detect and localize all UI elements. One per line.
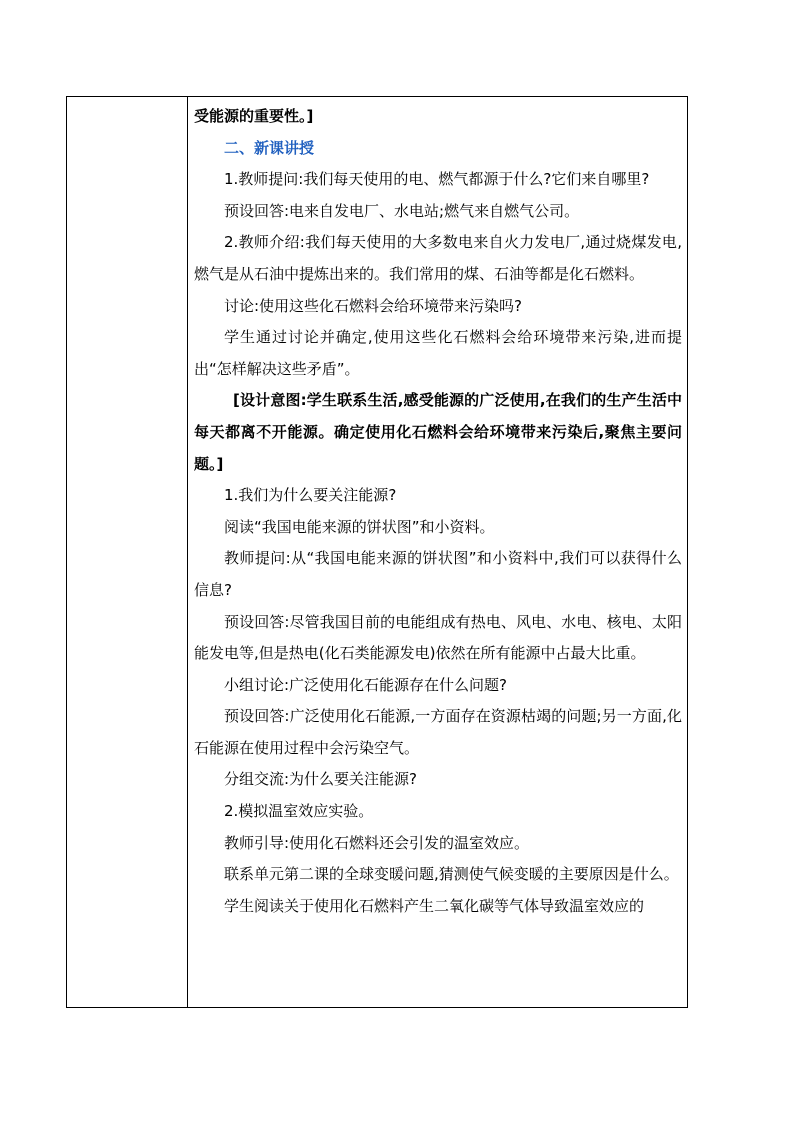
section-heading-new-lesson: 二、新课讲授 xyxy=(224,138,315,157)
paragraph-global-warming: 联系单元第二课的全球变暖问题,猜测使气候变暖的主要原因是什么。 xyxy=(224,865,679,884)
paragraph-greenhouse-experiment: 2.模拟温室效应实验。 xyxy=(224,802,374,821)
paragraph-preset-answer: 预设回答:电来自发电厂、水电站;燃气来自燃气公司。 xyxy=(224,201,580,220)
paragraph-teacher-guide: 教师引导:使用化石燃料还会引发的温室效应。 xyxy=(224,833,530,852)
paragraph-preset-answer-3: 预设回答:广泛使用化石能源,一方面存在资源枯竭的问题;另一方面,化石能源在使用过程中会污染空气。 xyxy=(194,707,682,757)
paragraph-why-energy: 1.我们为什么要关注能源? xyxy=(224,486,397,505)
paragraph-preset-answer-2: 预设回答:尽管我国目前的电能组成有热电、风电、水电、核电、太阳能发电等,但是热电(化石类能源发电)依然在所有能源中占最大比重。 xyxy=(194,612,682,663)
paragraph-read-pie-chart: 阅读“我国电能来源的饼状图”和小资料。 xyxy=(224,517,495,536)
lesson-content-cell xyxy=(194,101,682,922)
lesson-plan-table xyxy=(66,96,688,1008)
paragraph-importance-ending: 受能源的重要性。] xyxy=(194,107,314,125)
paragraph-group-exchange: 分组交流:为什么要关注能源? xyxy=(224,770,418,789)
column-divider xyxy=(187,97,188,1007)
paragraph-student-discussion: 学生通过讨论并确定,使用这些化石燃料会给环境带来污染,进而提出“怎样解决这些矛盾”。 xyxy=(194,328,682,378)
paragraph-group-discussion: 小组讨论:广泛使用化石能源存在什么问题? xyxy=(224,675,508,694)
paragraph-teacher-question: 1.教师提问:我们每天使用的电、燃气都源于什么?它们来自哪里? xyxy=(224,170,650,189)
paragraph-teacher-intro: 2.教师介绍:我们每天使用的大多数电来自火力发电厂,通过烧煤发电,燃气是从石油中提炼出来的。我们常用的煤、石油等都是化石燃料。 xyxy=(194,233,682,283)
paragraph-teacher-question-2: 教师提问:从“我国电能来源的饼状图”和小资料中,我们可以获得什么信息? xyxy=(194,549,682,599)
paragraph-design-intent: [设计意图:学生联系生活,感受能源的广泛使用,在我们的生产生活中每天都离不开能源。确定使用化石燃料会给环境带来污染后,聚焦主要问题。] xyxy=(194,391,682,473)
paragraph-discussion: 讨论:使用这些化石燃料会给环境带来污染吗? xyxy=(224,296,523,315)
paragraph-student-reading: 学生阅读关于使用化石燃料产生二氧化碳等气体导致温室效应的 xyxy=(224,896,645,915)
